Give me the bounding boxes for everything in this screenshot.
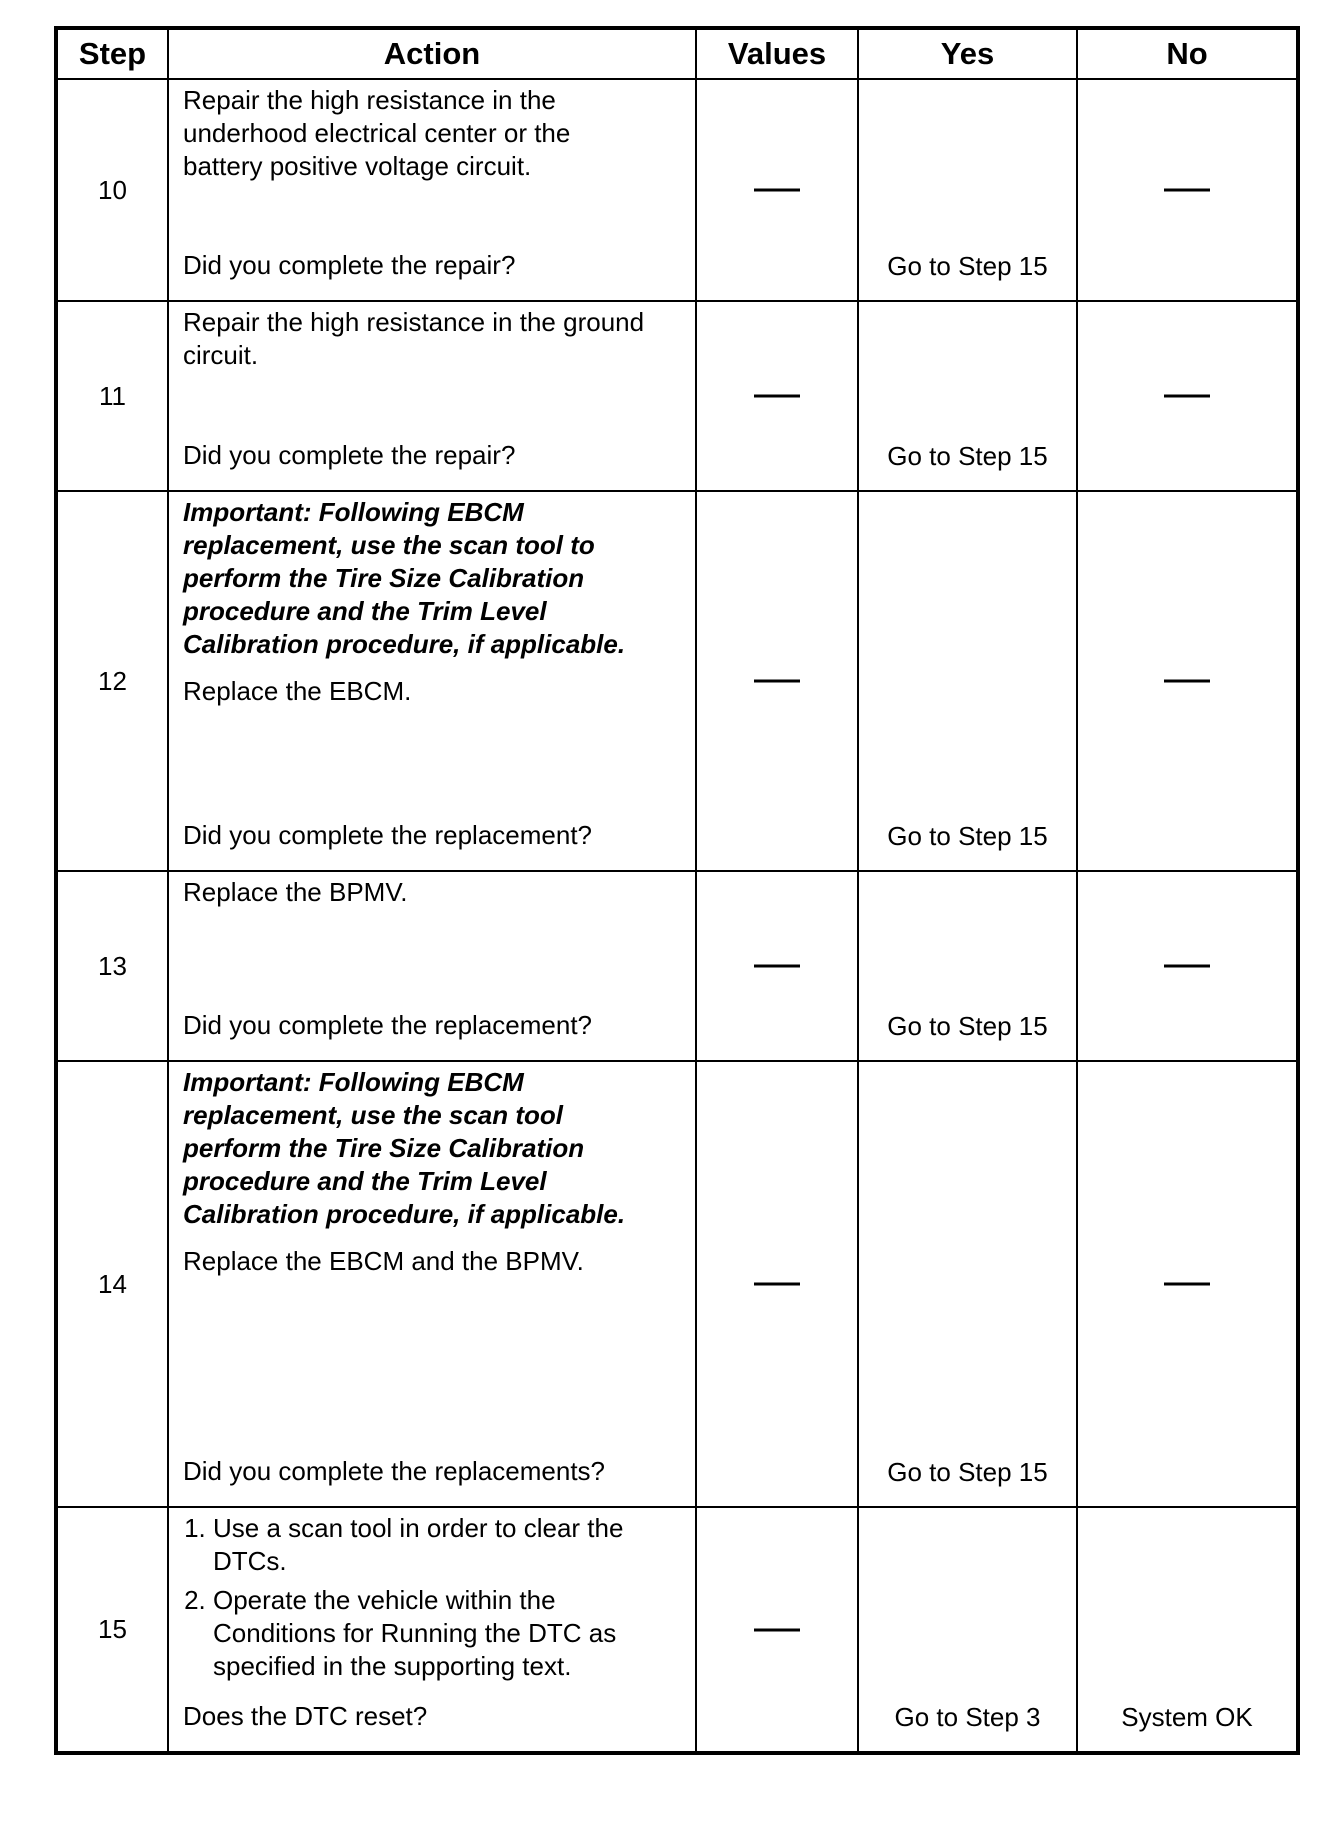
dash-mark <box>754 395 800 398</box>
table-row <box>56 79 1298 301</box>
values-cell <box>696 1061 858 1507</box>
important-line: replacement, use the scan tool <box>183 1100 564 1130</box>
table-row <box>56 491 1298 871</box>
important-line: Important: Following EBCM <box>183 497 524 527</box>
yes-result: Go to Step 15 <box>887 441 1048 471</box>
no-cell <box>1077 1061 1298 1507</box>
step-number: 14 <box>56 1061 168 1507</box>
dash-mark <box>754 965 800 968</box>
action-line: Repair the high resistance in the ground <box>183 307 645 337</box>
header-action: Action <box>168 28 696 79</box>
diagnostic-table <box>54 26 1300 1755</box>
step-number: 15 <box>56 1507 168 1753</box>
important-line: Important: Following EBCM <box>183 1067 524 1097</box>
list-item <box>213 1512 683 1578</box>
dash-mark <box>754 1628 800 1631</box>
yes-cell <box>858 79 1077 301</box>
action-cell <box>168 79 696 301</box>
header-no: No <box>1077 28 1298 79</box>
action-line: underhood electrical center or the <box>183 118 571 148</box>
list-line: DTCs. <box>213 1546 287 1576</box>
values-cell <box>696 79 858 301</box>
header-step: Step <box>56 28 168 79</box>
action-cell <box>168 491 696 871</box>
yes-result: Go to Step 15 <box>887 251 1048 281</box>
list-item <box>213 1584 683 1683</box>
yes-cell <box>858 491 1077 871</box>
no-cell <box>1077 491 1298 871</box>
dash-mark <box>1164 1283 1210 1286</box>
yes-result: Go to Step 3 <box>894 1702 1041 1732</box>
action-line: battery positive voltage circuit. <box>183 151 532 181</box>
action-instruction: Replace the EBCM and the BPMV. <box>183 1246 584 1276</box>
important-line: perform the Tire Size Calibration <box>183 563 585 593</box>
important-line: replacement, use the scan tool to <box>183 530 595 560</box>
header-row <box>56 28 1298 79</box>
action-cell <box>168 301 696 491</box>
list-line: 1. Use a scan tool in order to clear the <box>213 1513 624 1543</box>
list-line: 2. Operate the vehicle within the <box>213 1585 556 1615</box>
dash-mark <box>1164 680 1210 683</box>
table-row <box>56 301 1298 491</box>
values-cell <box>696 871 858 1061</box>
action-line: circuit. <box>183 340 259 370</box>
yes-cell <box>858 1061 1077 1507</box>
dash-mark <box>1164 965 1210 968</box>
dash-mark <box>754 680 800 683</box>
no-cell <box>1077 1507 1298 1753</box>
header-values: Values <box>696 28 858 79</box>
table-row <box>56 1061 1298 1507</box>
dash-mark <box>1164 189 1210 192</box>
step-number: 11 <box>56 301 168 491</box>
action-cell <box>168 871 696 1061</box>
table-row <box>56 871 1298 1061</box>
table-row <box>56 1507 1298 1753</box>
list-line: Conditions for Running the DTC as <box>213 1618 617 1648</box>
action-question: Did you complete the repair? <box>183 250 516 280</box>
dash-mark <box>754 1283 800 1286</box>
step-number: 10 <box>56 79 168 301</box>
important-line: procedure and the Trim Level <box>183 1166 547 1196</box>
dash-mark <box>754 189 800 192</box>
action-question: Did you complete the repair? <box>183 440 516 470</box>
values-cell <box>696 491 858 871</box>
important-line: perform the Tire Size Calibration <box>183 1133 585 1163</box>
dash-mark <box>1164 395 1210 398</box>
action-question: Did you complete the replacements? <box>183 1456 606 1486</box>
action-question: Did you complete the replacement? <box>183 1010 593 1040</box>
procedure-list <box>183 1512 683 1683</box>
important-line: Calibration procedure, if applicable. <box>183 629 626 659</box>
values-cell <box>696 301 858 491</box>
important-line: Calibration procedure, if applicable. <box>183 1199 626 1229</box>
important-line: procedure and the Trim Level <box>183 596 547 626</box>
step-number: 12 <box>56 491 168 871</box>
action-line: Repair the high resistance in the <box>183 85 556 115</box>
values-cell <box>696 1507 858 1753</box>
yes-result: Go to Step 15 <box>887 1457 1048 1487</box>
yes-cell <box>858 1507 1077 1753</box>
action-instruction: Replace the EBCM. <box>183 676 412 706</box>
action-cell <box>168 1061 696 1507</box>
yes-cell <box>858 301 1077 491</box>
action-question: Did you complete the replacement? <box>183 820 593 850</box>
important-note <box>183 496 683 661</box>
step-number: 13 <box>56 871 168 1061</box>
no-result: System OK <box>1121 1702 1253 1732</box>
no-cell <box>1077 79 1298 301</box>
header-yes: Yes <box>858 28 1077 79</box>
no-cell <box>1077 301 1298 491</box>
list-line: specified in the supporting text. <box>213 1651 572 1681</box>
yes-result: Go to Step 15 <box>887 1011 1048 1041</box>
important-note <box>183 1066 683 1231</box>
action-question: Does the DTC reset? <box>183 1701 428 1731</box>
yes-result: Go to Step 15 <box>887 821 1048 851</box>
action-instruction: Replace the BPMV. <box>183 877 408 907</box>
action-cell <box>168 1507 696 1753</box>
no-cell <box>1077 871 1298 1061</box>
yes-cell <box>858 871 1077 1061</box>
